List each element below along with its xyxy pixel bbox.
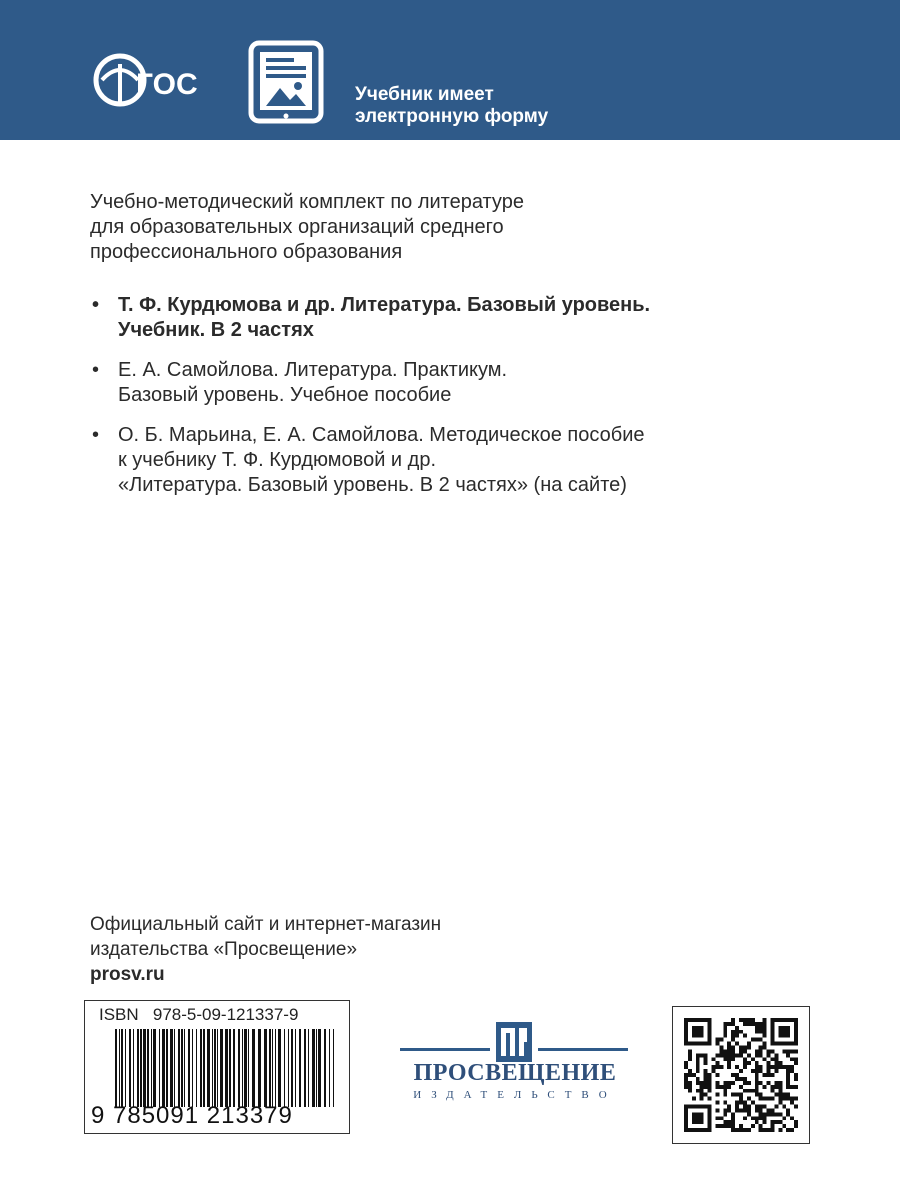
book-line: Е. А. Самойлова. Литература. Практикум. [118, 359, 508, 381]
barcode-icon [115, 1029, 337, 1107]
book-list-item [90, 423, 850, 498]
publisher-logo [400, 1022, 630, 1112]
bullet: • [92, 359, 100, 381]
site-url[interactable]: prosv.ru [90, 964, 165, 985]
publisher-site-info [90, 912, 441, 987]
book-line: О. Б. Марьина, Е. А. Самойлова. Методическое пособие [118, 424, 645, 446]
isbn-barcode [84, 1000, 350, 1134]
tablet-icon [248, 40, 324, 124]
publisher-name: ПРОСВЕЩЕНИЕ [413, 1060, 617, 1086]
eform-label-line: Учебник имеет [355, 84, 494, 105]
kit-description-line: Учебно-методический комплект по литературе [90, 191, 524, 213]
bullet: • [92, 294, 100, 316]
publisher-subtitle: ИЗДАТЕЛЬСТВО [413, 1089, 617, 1101]
kit-description [90, 190, 810, 265]
barcode-digits: 9 785091 213379 [91, 1102, 293, 1129]
book-line: Базовый уровень. Учебное пособие [118, 384, 452, 406]
book-line: «Литература. Базовый уровень. В 2 частях» (на сайте) [118, 474, 627, 496]
book-line: Учебник. В 2 частях [118, 319, 314, 341]
isbn-line [99, 1005, 298, 1025]
book-line: Т. Ф. Курдюмова и др. Литература. Базовый уровень. [118, 294, 651, 316]
site-info-line: издательства «Просвещение» [90, 939, 358, 960]
book-list-item [90, 358, 850, 408]
publisher-logo-icon [496, 1022, 532, 1062]
fgos-logo-icon [92, 50, 212, 110]
bullet: • [92, 424, 100, 446]
header-band [0, 0, 900, 140]
site-info-line: Официальный сайт и интернет-магазин [90, 914, 442, 935]
book-list [90, 293, 850, 513]
book-line: к учебнику Т. Ф. Курдюмовой и др. [118, 449, 436, 471]
isbn-number: 978-5-09-121337-9 [152, 1005, 299, 1024]
logo-rule [400, 1048, 490, 1051]
qr-code-icon [684, 1018, 798, 1132]
fgos-logo-text: ГОС [136, 68, 198, 101]
isbn-label: ISBN [99, 1005, 139, 1024]
qr-code[interactable] [672, 1006, 810, 1144]
kit-description-line: профессионального образования [90, 241, 403, 263]
eform-label [355, 84, 548, 128]
logo-rule [538, 1048, 628, 1051]
book-list-item [90, 293, 850, 343]
eform-label-line: электронную форму [355, 106, 549, 127]
kit-description-line: для образовательных организаций среднего [90, 216, 504, 238]
